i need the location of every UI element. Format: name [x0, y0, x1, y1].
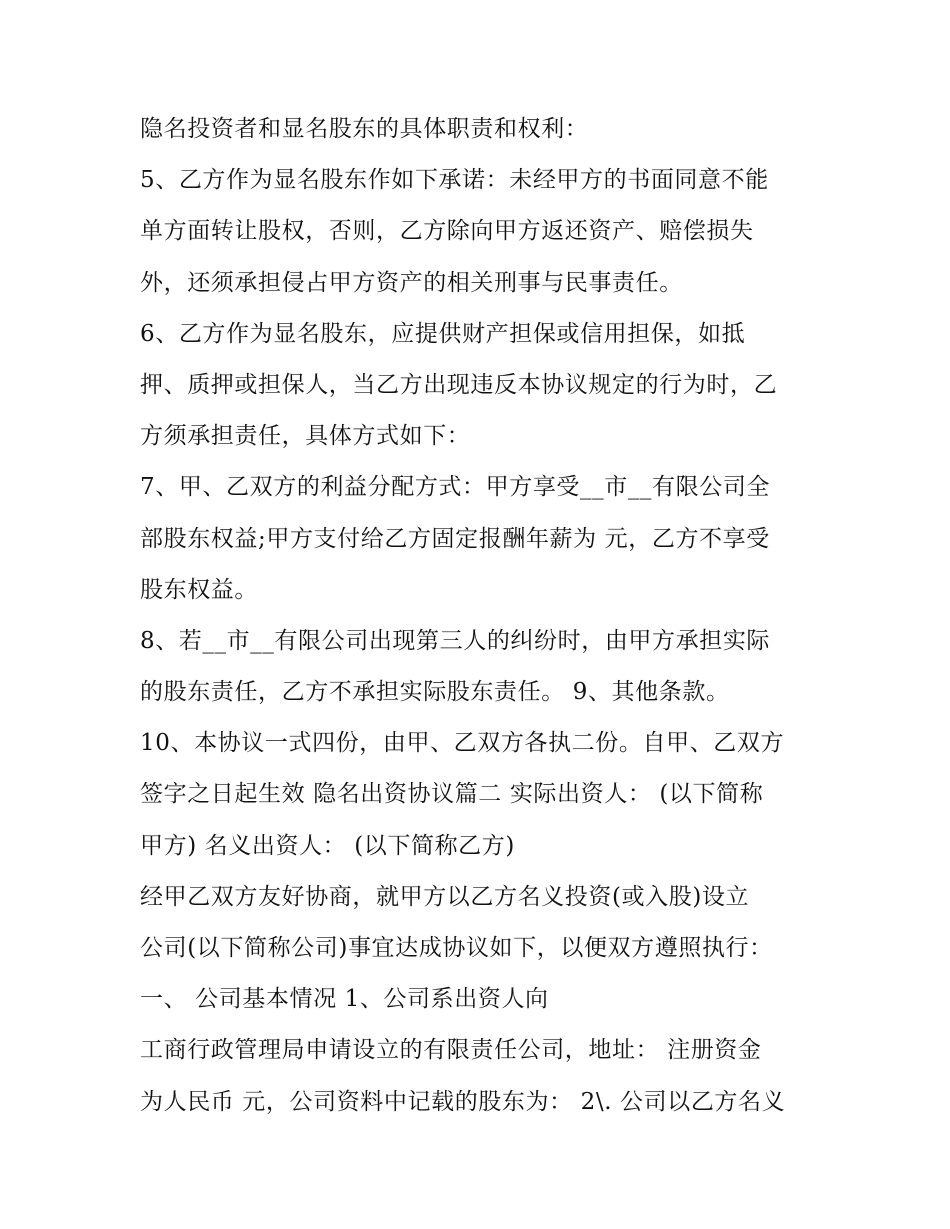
text-line-4: 外，还须承担侵占甲方资产的相关刑事与民事责任。 — [140, 269, 683, 296]
text-line-5: 6、乙方作为显名股东，应提供财产担保或信用担保，如抵 — [140, 320, 746, 347]
text-line-6: 押、质押或担保人，当乙方出现违反本协议规定的行为时，乙 — [140, 371, 778, 398]
text-line-3: 单方面转让股权，否则，乙方除向甲方返还资产、赔偿损失 — [140, 218, 754, 245]
text-line-20: 为人民币 元，公司资料中记载的股东为： 2\. 公司以乙方名义 — [140, 1088, 786, 1115]
text-line-12: 的股东责任，乙方不承担实际股东责任。 9、其他条款。 — [140, 679, 730, 706]
text-line-8: 7、甲、乙双方的利益分配方式：甲方享受__市__有限公司全 — [140, 474, 771, 501]
text-line-13: 10、本协议一式四份，由甲、乙双方各执二份。自甲、乙双方 — [140, 730, 785, 757]
document-body — [140, 104, 830, 1128]
text-line-17: 公司(以下简称公司)事宜达成协议如下，以便双方遵照执行： — [140, 935, 773, 961]
text-line-14: 签字之日起生效 隐名出资协议篇二 实际出资人： (以下简称 — [140, 781, 764, 808]
text-line-15: 甲方) 名义出资人： (以下简称乙方) — [140, 832, 515, 859]
text-line-16: 经甲乙双方友好协商，就甲方以乙方名义投资(或入股)设立 — [140, 883, 750, 910]
text-line-2: 5、乙方作为显名股东作如下承诺：未经甲方的书面同意不能 — [140, 167, 769, 194]
text-line-19: 工商行政管理局申请设立的有限责任公司，地址： 注册资金 — [140, 1037, 762, 1064]
text-line-18: 一、 公司基本情况 1、公司系出资人向 — [140, 986, 549, 1013]
text-line-7: 方须承担责任，具体方式如下： — [140, 423, 471, 450]
text-line-11: 8、若__市__有限公司出现第三人的纠纷时，由甲方承担实际 — [140, 627, 771, 654]
text-line-10: 股东权益。 — [140, 576, 258, 603]
text-line-9: 部股东权益;甲方支付给乙方固定报酬年薪为 元，乙方不享受 — [140, 525, 770, 552]
text-line-1: 隐名投资者和显名股东的具体职责和权利： — [140, 116, 589, 142]
